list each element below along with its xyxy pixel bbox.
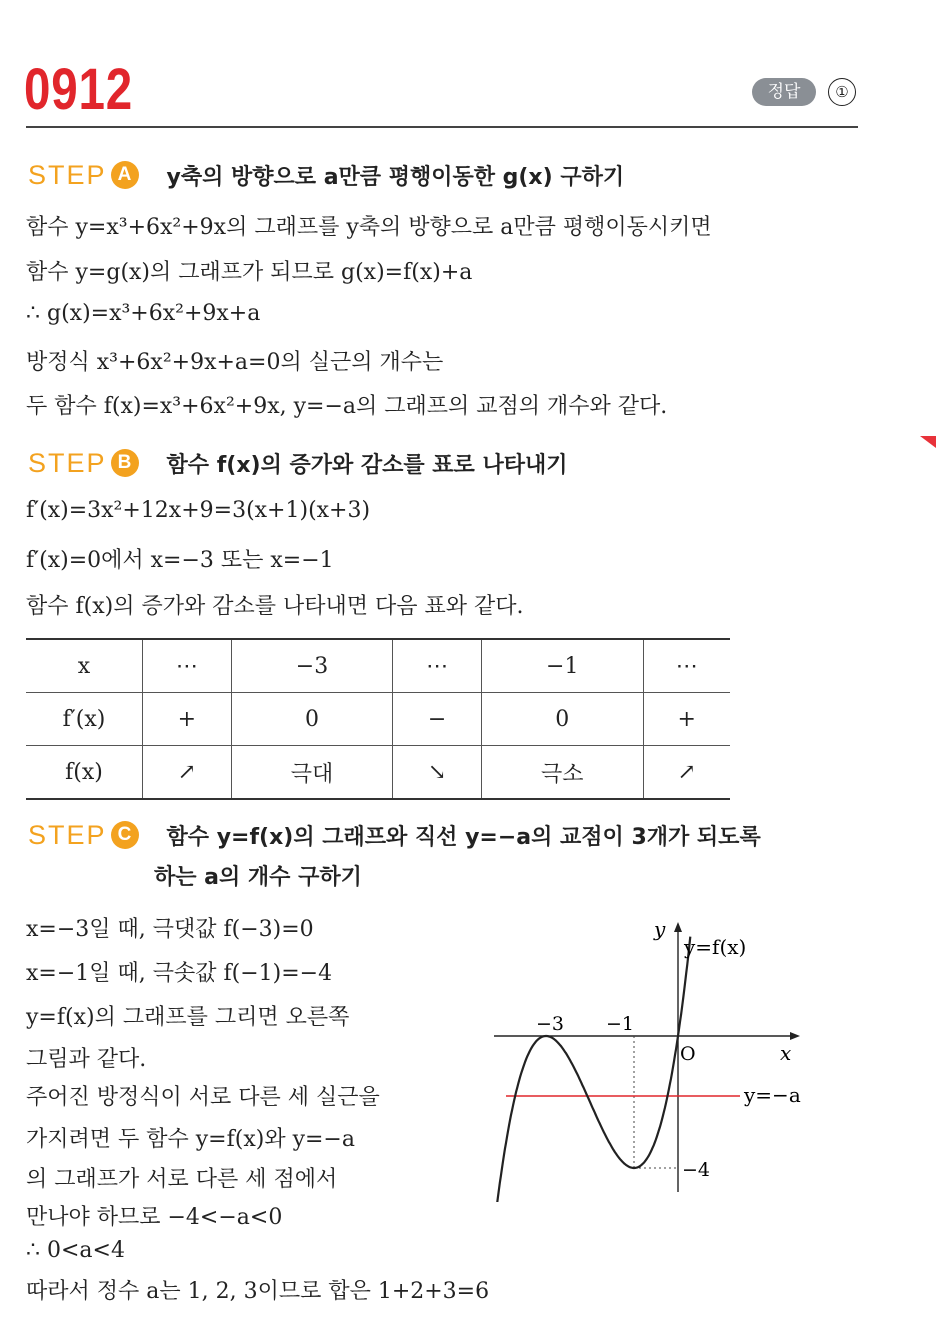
increasing-arrow-icon: ↗: [143, 746, 232, 800]
table-cell: +: [143, 693, 232, 746]
step-c-line-7: 의 그래프가 서로 다른 세 점에서: [26, 1167, 338, 1192]
curve-label: y=f(x): [684, 935, 747, 959]
x-axis-label: x: [780, 1041, 792, 1065]
header-divider: [26, 126, 858, 128]
step-c-line-5: 주어진 방정식이 서로 다른 세 실근을: [26, 1085, 380, 1110]
step-a-line-4: 방정식 x³+6x²+9x+a=0의 실근의 개수는: [26, 350, 444, 375]
step-c-line-8: 만나야 하므로 −4<−a<0: [26, 1205, 283, 1230]
step-a-header: [28, 158, 624, 192]
step-c-title-2: 하는 a의 개수 구하기: [154, 865, 362, 890]
step-c-label: STEP: [28, 819, 107, 850]
cubic-graph: [490, 912, 836, 1202]
step-c-line-3: y=f(x)의 그래프를 그리면 오른쪽: [26, 1005, 350, 1030]
table-cell: x: [77, 653, 91, 679]
step-a-line-5: 두 함수 f(x)=x³+6x²+9x, y=−a의 그래프의 교점의 개수와 같다.: [26, 394, 668, 419]
line-label: y=−a: [744, 1083, 801, 1107]
table-cell: +: [643, 693, 730, 746]
table-cell: 극소: [481, 746, 643, 800]
table-cell: 극대: [231, 746, 393, 800]
step-c-line-4: 그림과 같다.: [26, 1047, 147, 1072]
step-c-title: 함수 y=f(x)의 그래프와 직선 y=−a의 교점이 3개가 되도록: [166, 824, 761, 850]
step-c-line-10: 따라서 정수 a는 1, 2, 3이므로 합은 1+2+3=6: [26, 1279, 490, 1304]
step-b-line-1: f′(x)=3x²+12x+9=3(x+1)(x+3): [26, 498, 371, 523]
table-cell: −: [393, 693, 482, 746]
sign-table: [26, 638, 730, 800]
step-c-line-2: x=−1일 때, 극솟값 f(−1)=−4: [26, 961, 333, 986]
x-axis-arrow-icon: [790, 1032, 800, 1040]
step-c-line-6: 가지려면 두 함수 y=f(x)와 y=−a: [26, 1127, 355, 1152]
step-a-title: y축의 방향으로 a만큼 평행이동한 g(x) 구하기: [166, 164, 625, 190]
step-b-header: [28, 446, 567, 480]
page-edge-marker: [920, 436, 936, 448]
table-row: [26, 639, 730, 693]
step-a-label: STEP: [28, 159, 107, 190]
decreasing-arrow-icon: ↘: [393, 746, 482, 800]
step-b-label: STEP: [28, 447, 107, 478]
curve-y-fx: [490, 937, 690, 1202]
table-row: [26, 746, 730, 800]
table-row: [26, 693, 730, 746]
origin-label: O: [680, 1043, 696, 1065]
step-a-line-1: 함수 y=x³+6x²+9x의 그래프를 y축의 방향으로 a만큼 평행이동시키면: [26, 215, 712, 240]
table-cell: 0: [231, 693, 393, 746]
table-cell: −1: [481, 639, 643, 693]
step-a-line-3: ∴ g(x)=x³+6x²+9x+a: [26, 301, 261, 326]
step-c-letter-icon: C: [111, 821, 139, 849]
table-cell: ⋯: [143, 639, 232, 693]
table-cell: f(x): [26, 746, 143, 800]
step-b-letter-icon: B: [111, 449, 139, 477]
y-axis-label: y: [654, 917, 666, 941]
tick-label-neg1: −1: [606, 1013, 635, 1035]
table-cell: ⋯: [643, 639, 730, 693]
table-cell: ⋯: [393, 639, 482, 693]
step-c-line-1: x=−3일 때, 극댓값 f(−3)=0: [26, 917, 314, 942]
table-cell: 0: [481, 693, 643, 746]
y-axis-arrow-icon: [674, 922, 682, 932]
answer-badge: 정답: [752, 78, 816, 106]
step-a-line-2: 함수 y=g(x)의 그래프가 되므로 g(x)=f(x)+a: [26, 260, 473, 285]
problem-number: 0912: [24, 57, 134, 122]
step-a-letter-icon: A: [111, 161, 139, 189]
tick-label-neg4: −4: [682, 1159, 711, 1181]
step-c-header: [28, 818, 761, 852]
step-c-line-9: ∴ 0<a<4: [26, 1238, 125, 1263]
step-b-line-3: 함수 f(x)의 증가와 감소를 나타내면 다음 표와 같다.: [26, 594, 524, 619]
tick-label-neg3: −3: [536, 1013, 565, 1035]
table-cell: f′(x): [26, 693, 143, 746]
step-b-line-2: f′(x)=0에서 x=−3 또는 x=−1: [26, 548, 334, 573]
increasing-arrow-icon: ↗: [643, 746, 730, 800]
step-b-title: 함수 f(x)의 증가와 감소를 표로 나타내기: [166, 452, 568, 478]
answer-value: ①: [828, 78, 856, 106]
table-cell: −3: [231, 639, 393, 693]
